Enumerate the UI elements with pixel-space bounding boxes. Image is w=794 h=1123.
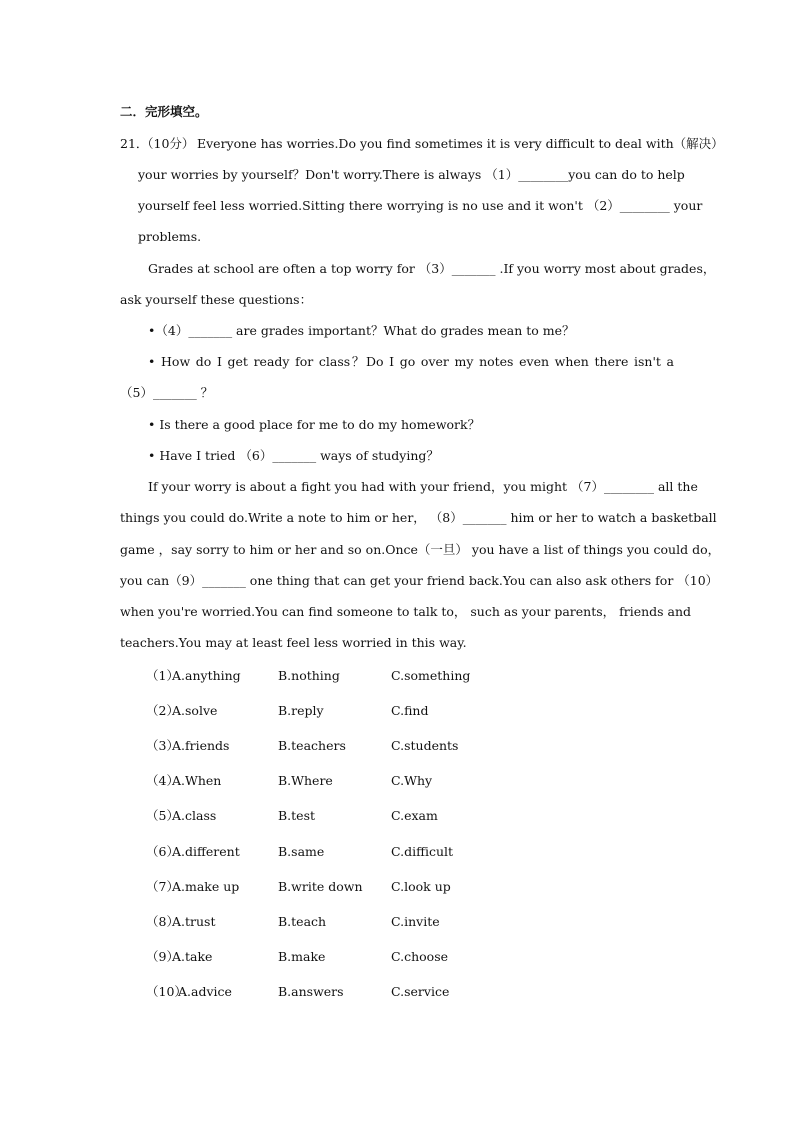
- option-c[interactable]: C.choose: [391, 949, 449, 964]
- option-number: （1）: [146, 668, 179, 683]
- option-row-9: [146, 948, 566, 966]
- option-number: （4）: [146, 773, 179, 788]
- option-a[interactable]: A.make up: [172, 879, 240, 894]
- option-c[interactable]: C.service: [391, 984, 450, 999]
- bullet-question-2: • How do I get ready for class？Do I go over my notes even when there isn't a: [148, 354, 674, 369]
- option-a[interactable]: A.solve: [172, 703, 218, 718]
- option-b[interactable]: B.nothing: [278, 668, 340, 683]
- option-row-10: [146, 983, 566, 1001]
- section-title: 二．完形填空。: [120, 104, 208, 119]
- option-c[interactable]: C.find: [391, 703, 429, 718]
- option-number: （7）: [146, 879, 179, 894]
- passage-line-14: game ，say sorry to him or her and so on.Once（一旦） you have a list of things you could do，: [120, 542, 721, 557]
- option-a[interactable]: A.class: [172, 808, 217, 823]
- option-number: （8）: [146, 914, 179, 929]
- passage-line-2: your worries by yourself？Don't worry.There is always （1）________you can do to help: [138, 167, 685, 182]
- option-a[interactable]: A.When: [172, 773, 222, 788]
- option-a[interactable]: A.take: [172, 949, 213, 964]
- option-number: （3）: [146, 738, 179, 753]
- question-score: （10分）: [141, 136, 195, 151]
- passage-line-12: If your worry is about a fight you had with your friend，you might （7）________ all the: [148, 479, 698, 494]
- option-b[interactable]: B.write down: [278, 879, 363, 894]
- passage-line-4: problems.: [138, 229, 202, 244]
- option-number: （2）: [146, 703, 179, 718]
- option-b[interactable]: B.test: [278, 808, 316, 823]
- passage-line-3: yourself feel less worried.Sitting there worrying is no use and it won't （2）________ your: [138, 198, 703, 213]
- option-a[interactable]: A.trust: [172, 914, 216, 929]
- passage-line-1: Everyone has worries.Do you find sometimes it is very difficult to deal with（解决）: [197, 136, 724, 151]
- option-a[interactable]: A.friends: [172, 738, 230, 753]
- option-c[interactable]: C.students: [391, 738, 459, 753]
- bullet-question-3: • Is there a good place for me to do my homework？: [148, 417, 481, 432]
- option-c[interactable]: C.exam: [391, 808, 438, 823]
- option-a[interactable]: A.advice: [178, 984, 232, 999]
- option-row-4: [146, 772, 566, 790]
- option-c[interactable]: C.look up: [391, 879, 451, 894]
- passage-line-13: things you could do.Write a note to him or her， （8）_______ him or her to watch a basketball: [120, 510, 717, 525]
- bullet-question-2-cont: （5）_______ ？: [120, 385, 214, 400]
- passage-line-5: Grades at school are often a top worry for （3）_______ .If you worry most about grades，: [148, 261, 716, 276]
- option-b[interactable]: B.reply: [278, 703, 324, 718]
- passage-line-15: you can（9）_______ one thing that can get your friend back.You can also ask others for （10）: [120, 573, 719, 588]
- option-row-6: [146, 843, 566, 861]
- question-number: 21．: [120, 136, 149, 151]
- option-row-8: [146, 913, 566, 931]
- option-number: （10）: [146, 984, 187, 999]
- passage-line-17: teachers.You may at least feel less worried in this way.: [120, 635, 467, 650]
- option-row-2: [146, 702, 566, 720]
- option-row-7: [146, 878, 566, 896]
- option-b[interactable]: B.Where: [278, 773, 333, 788]
- option-b[interactable]: B.make: [278, 949, 326, 964]
- option-c[interactable]: C.difficult: [391, 844, 454, 859]
- option-row-5: [146, 807, 566, 825]
- option-a[interactable]: A.different: [172, 844, 240, 859]
- passage-line-6: ask yourself these questions：: [120, 292, 313, 307]
- option-number: （6）: [146, 844, 179, 859]
- option-c[interactable]: C.something: [391, 668, 471, 683]
- option-b[interactable]: B.answers: [278, 984, 344, 999]
- option-number: （5）: [146, 808, 179, 823]
- option-a[interactable]: A.anything: [172, 668, 241, 683]
- option-c[interactable]: C.Why: [391, 773, 433, 788]
- passage-line-16: when you're worried.You can find someone to talk to， such as your parents， friends and: [120, 604, 692, 619]
- option-row-1: [146, 667, 566, 685]
- option-number: （9）: [146, 949, 179, 964]
- option-b[interactable]: B.same: [278, 844, 325, 859]
- option-row-3: [146, 737, 566, 755]
- option-b[interactable]: B.teachers: [278, 738, 346, 753]
- bullet-question-4: • Have I tried （6）_______ ways of studying？: [148, 448, 439, 463]
- bullet-question-1: •（4）_______ are grades important？What do grades mean to me？: [148, 323, 575, 338]
- option-b[interactable]: B.teach: [278, 914, 327, 929]
- option-c[interactable]: C.invite: [391, 914, 440, 929]
